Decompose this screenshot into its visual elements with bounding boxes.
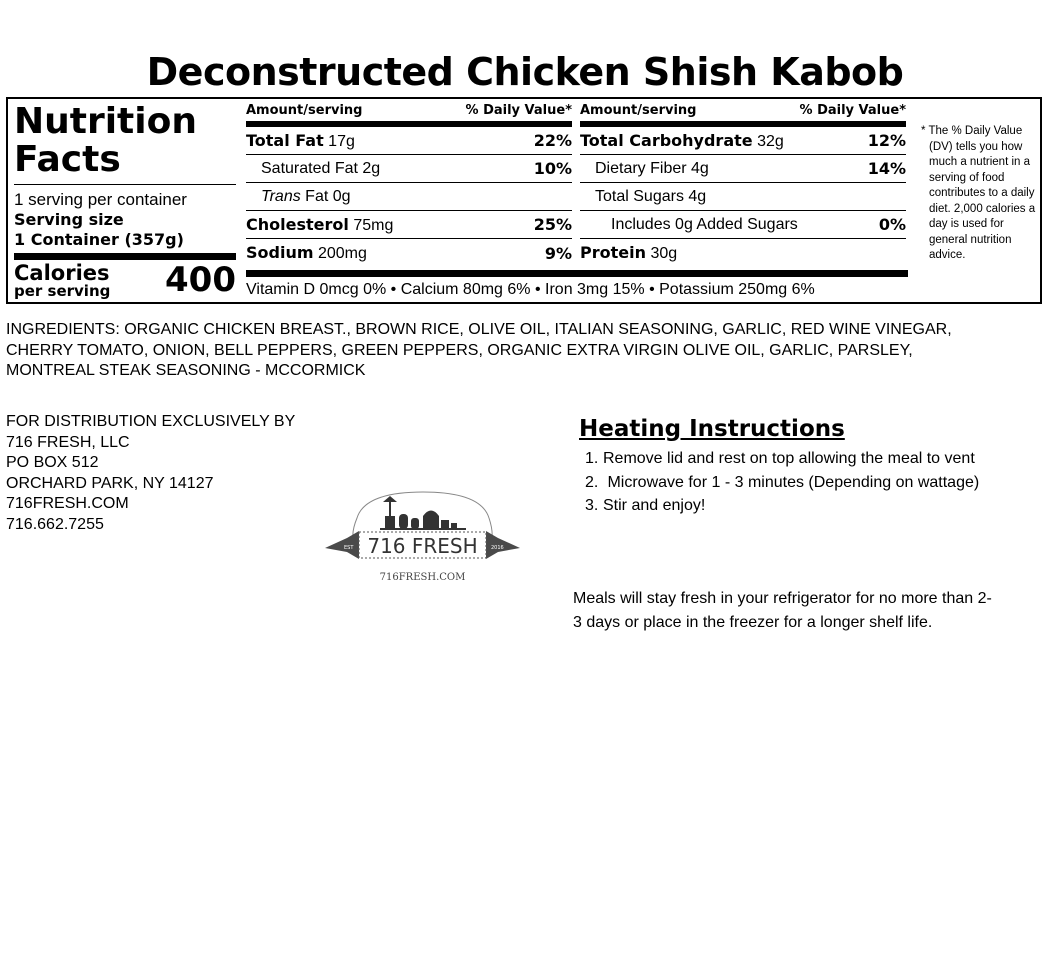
nutrient-amount: 32g bbox=[757, 132, 784, 150]
calories-sub-text: per serving bbox=[14, 282, 111, 300]
divider-thick bbox=[14, 253, 236, 260]
nutrient-row bbox=[580, 155, 906, 183]
nutrient-name: Protein bbox=[580, 243, 646, 262]
serving-size-value: 1 Container (357g) bbox=[14, 230, 184, 249]
nutrient-row bbox=[580, 239, 906, 267]
nutrition-heading-line1: Nutrition bbox=[14, 101, 197, 142]
nutrient-row bbox=[246, 211, 572, 239]
footnote-text: * The % Daily Value (DV) tells you how much a nutrient in a serving of food contributes to a daily diet. 2,000 calories a day is used for general nutrition advice. bbox=[921, 125, 1036, 261]
nutrient-row bbox=[580, 127, 906, 155]
nutrient-dv: 0% bbox=[878, 215, 906, 234]
brand-logo bbox=[325, 490, 520, 585]
logo-year: 2016 bbox=[491, 545, 504, 551]
nutrient-dv: 25% bbox=[533, 215, 572, 234]
calories-label-text: Calories bbox=[14, 261, 110, 285]
nutrient-name: Saturated Fat bbox=[261, 159, 358, 177]
ingredients bbox=[6, 320, 1041, 382]
ingredients-line: CHERRY TOMATO, ONION, BELL PEPPERS, GREEN PEPPERS, ORGANIC EXTRA VIRGIN OLIVE OIL, GARLIC, PARSLEY, bbox=[6, 341, 913, 359]
nutrient-name: Trans bbox=[261, 187, 301, 205]
nutrient-column-left bbox=[246, 103, 572, 267]
nutrient-name: Dietary Fiber bbox=[595, 159, 687, 177]
nutrient-column-right bbox=[580, 103, 906, 267]
nutrient-dv: 12% bbox=[867, 131, 906, 150]
nutrient-amount: 4g bbox=[688, 187, 707, 205]
step-number: 1. bbox=[585, 450, 599, 467]
nutrient-name: Cholesterol bbox=[246, 214, 349, 234]
daily-value-footnote bbox=[921, 124, 1039, 264]
nutrient-dv: 14% bbox=[867, 159, 906, 178]
nutrient-name: Total Fat bbox=[246, 130, 324, 150]
calories-value: 400 bbox=[165, 260, 236, 300]
nutrition-heading-line2: Facts bbox=[14, 139, 121, 180]
column-header bbox=[580, 103, 906, 127]
nutrient-row bbox=[246, 155, 572, 183]
servings-per-container: 1 serving per container bbox=[14, 190, 187, 209]
nutrient-row bbox=[580, 183, 906, 211]
step-text: Microwave for 1 - 3 minutes (Depending on wattage) bbox=[603, 473, 980, 491]
nutrient-name-suffix: Fat bbox=[305, 187, 329, 205]
distributor-city: ORCHARD PARK, NY 14127 bbox=[6, 474, 214, 492]
divider bbox=[14, 184, 236, 185]
nutrition-summary bbox=[14, 103, 236, 304]
nutrient-name: Total Carbohydrate bbox=[580, 130, 753, 150]
logo-url: 716FRESH.COM bbox=[379, 572, 466, 583]
nutrient-row bbox=[580, 211, 906, 239]
ingredients-line: INGREDIENTS: ORGANIC CHICKEN BREAST., BROWN RICE, OLIVE OIL, ITALIAN SEASONING, GARLIC, RED WINE VINEGAR, bbox=[6, 321, 952, 338]
nutrient-amount: 200mg bbox=[317, 245, 367, 262]
distributor-address: PO BOX 512 bbox=[6, 454, 99, 471]
calories-label bbox=[14, 261, 111, 300]
calories-row bbox=[14, 260, 236, 304]
step-number: 3. bbox=[585, 497, 599, 514]
nutrient-dv: 10% bbox=[533, 159, 572, 178]
logo-est: EST bbox=[344, 545, 354, 551]
nutrition-facts-panel bbox=[6, 97, 1042, 304]
product-title: Deconstructed Chicken Shish Kabob bbox=[146, 50, 904, 94]
heating-steps bbox=[585, 447, 985, 518]
nutrient-amount: 75mg bbox=[353, 216, 394, 234]
heating-step bbox=[585, 447, 985, 471]
header-dv: % Daily Value* bbox=[465, 103, 572, 118]
ingredients-line: MONTREAL STEAK SEASONING - MCCORMICK bbox=[6, 362, 366, 379]
distributor-name: 716 FRESH, LLC bbox=[6, 433, 130, 451]
vitamins-minerals: Vitamin D 0mcg 0% • Calcium 80mg 6% • Iron 3mg 15% • Potassium 250mg 6% bbox=[246, 281, 815, 298]
header-amount: Amount/serving bbox=[580, 103, 697, 118]
divider-thick bbox=[246, 270, 908, 277]
header-dv: % Daily Value* bbox=[799, 103, 906, 118]
step-text: Remove lid and rest on top allowing the meal to vent bbox=[603, 450, 975, 467]
nutrient-row bbox=[246, 183, 572, 211]
heating-step bbox=[585, 494, 985, 518]
nutrient-name: Total Sugars bbox=[595, 187, 684, 205]
nutrient-name: Includes 0g Added Sugars bbox=[611, 215, 798, 233]
nutrient-amount: 0g bbox=[332, 187, 351, 205]
heating-step bbox=[585, 471, 985, 495]
nutrition-heading bbox=[14, 103, 236, 179]
header-amount: Amount/serving bbox=[246, 103, 363, 118]
distributor-line: FOR DISTRIBUTION EXCLUSIVELY BY bbox=[6, 413, 296, 430]
nutrient-dv: 9% bbox=[544, 243, 572, 263]
step-text: Stir and enjoy! bbox=[603, 497, 706, 514]
step-number: 2. bbox=[585, 473, 599, 491]
distributor-info bbox=[6, 412, 295, 535]
nutrient-dv: 22% bbox=[533, 131, 572, 150]
nutrient-amount: 4g bbox=[691, 159, 709, 177]
nutrient-amount: 30g bbox=[650, 245, 678, 262]
distributor-phone: 716.662.7255 bbox=[6, 515, 104, 533]
distributor-website: 716FRESH.COM bbox=[6, 495, 129, 512]
storage-instructions: Meals will stay fresh in your refrigerator for no more than 2-3 days or place in the freezer for a longer shelf life. bbox=[573, 590, 992, 631]
heating-instructions-title: Heating Instructions bbox=[579, 416, 845, 442]
nutrient-row bbox=[246, 127, 572, 155]
logo-wordmark: 716 FRESH bbox=[367, 534, 478, 558]
nutrient-amount: 17g bbox=[328, 132, 355, 150]
nutrient-row bbox=[246, 239, 572, 267]
serving-size-label: Serving size bbox=[14, 210, 124, 229]
nutrient-name: Sodium bbox=[246, 243, 314, 262]
column-header bbox=[246, 103, 572, 127]
nutrient-amount: 2g bbox=[362, 159, 381, 177]
